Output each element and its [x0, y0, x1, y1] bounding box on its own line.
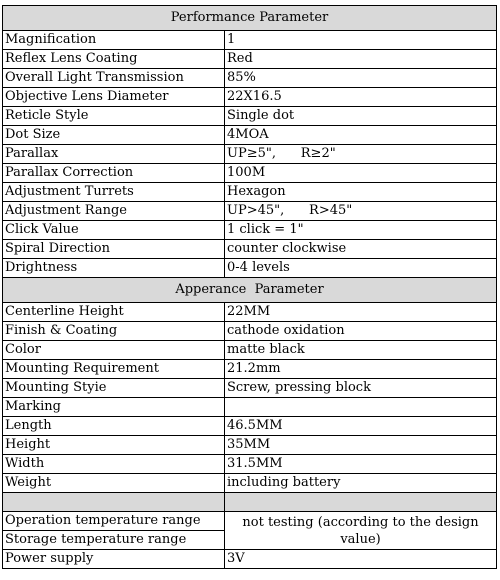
- spec-row: [3, 379, 497, 398]
- spec-value: Single dot: [225, 107, 497, 126]
- spec-row: [3, 164, 497, 183]
- spec-label: Marking: [3, 398, 225, 417]
- spec-row: [3, 417, 497, 436]
- spec-value: 22X16.5: [225, 88, 497, 107]
- spec-label: Height: [3, 436, 225, 455]
- spec-row: [3, 436, 497, 455]
- spec-value: 21.2mm: [225, 360, 497, 379]
- spec-value: 0-4 levels: [225, 259, 497, 278]
- spec-value: including battery: [225, 474, 497, 493]
- spec-value: 1 click = 1": [225, 221, 497, 240]
- spec-label: Operation temperature range: [3, 512, 225, 531]
- spec-row: [3, 360, 497, 379]
- spec-label: Parallax: [3, 145, 225, 164]
- separator-cell: [225, 493, 497, 512]
- spec-row: [3, 259, 497, 278]
- spec-table-container: [2, 5, 496, 569]
- spec-label: Reticle Style: [3, 107, 225, 126]
- spec-value: UP≥5", R≥2": [225, 145, 497, 164]
- spec-row: [3, 183, 497, 202]
- spec-label: Spiral Direction: [3, 240, 225, 259]
- spec-row: [3, 455, 497, 474]
- spec-label: Color: [3, 341, 225, 360]
- spec-row: [3, 341, 497, 360]
- spec-value: 31.5MM: [225, 455, 497, 474]
- spec-row: [3, 69, 497, 88]
- temperature-value: not testing (according to the design value): [225, 512, 497, 550]
- spec-label: Adjustment Turrets: [3, 183, 225, 202]
- spec-label: Mounting Requirement: [3, 360, 225, 379]
- spec-label: Width: [3, 455, 225, 474]
- spec-row: [3, 107, 497, 126]
- performance-title: Performance Parameter: [3, 6, 497, 31]
- spec-value: 46.5MM: [225, 417, 497, 436]
- spec-row: [3, 303, 497, 322]
- spec-row: [3, 50, 497, 69]
- spec-value: 35MM: [225, 436, 497, 455]
- spec-label: Mounting Styie: [3, 379, 225, 398]
- spec-label: Objective Lens Diameter: [3, 88, 225, 107]
- spec-value: matte black: [225, 341, 497, 360]
- spec-label: Parallax Correction: [3, 164, 225, 183]
- spec-value: counter clockwise: [225, 240, 497, 259]
- spec-label: Adjustment Range: [3, 202, 225, 221]
- spec-row: [3, 126, 497, 145]
- appearance-title: Apperance Parameter: [3, 278, 497, 303]
- spec-label: Length: [3, 417, 225, 436]
- spec-label: Weight: [3, 474, 225, 493]
- spec-value: 3V: [225, 550, 497, 569]
- spec-row: [3, 88, 497, 107]
- spec-row: [3, 31, 497, 50]
- spec-row: [3, 550, 497, 569]
- performance-header-row: [3, 6, 497, 31]
- spec-value: 4MOA: [225, 126, 497, 145]
- spec-row: [3, 398, 497, 417]
- spec-value: 22MM: [225, 303, 497, 322]
- spec-row: [3, 221, 497, 240]
- spec-label: Power supply: [3, 550, 225, 569]
- spec-row: [3, 322, 497, 341]
- spec-label: Finish & Coating: [3, 322, 225, 341]
- separator-cell: [3, 493, 225, 512]
- spec-label: Reflex Lens Coating: [3, 50, 225, 69]
- spec-row: [3, 145, 497, 164]
- appearance-header-row: [3, 278, 497, 303]
- spec-label: Storage temperature range: [3, 531, 225, 550]
- spec-value: 100M: [225, 164, 497, 183]
- spec-value: [225, 398, 497, 417]
- spec-value: Hexagon: [225, 183, 497, 202]
- spec-label: Drightness: [3, 259, 225, 278]
- spec-row: [3, 512, 497, 531]
- spec-label: Overall Light Transmission: [3, 69, 225, 88]
- spec-label: Click Value: [3, 221, 225, 240]
- separator-row: [3, 493, 497, 512]
- spec-row: [3, 240, 497, 259]
- spec-label: Magnification: [3, 31, 225, 50]
- spec-value: 1: [225, 31, 497, 50]
- spec-value: cathode oxidation: [225, 322, 497, 341]
- spec-row: [3, 202, 497, 221]
- spec-label: Dot Size: [3, 126, 225, 145]
- spec-value: UP>45", R>45": [225, 202, 497, 221]
- spec-value: Screw, pressing block: [225, 379, 497, 398]
- spec-label: Centerline Height: [3, 303, 225, 322]
- spec-table: [2, 5, 497, 569]
- spec-value: 85%: [225, 69, 497, 88]
- spec-value: Red: [225, 50, 497, 69]
- spec-row: [3, 474, 497, 493]
